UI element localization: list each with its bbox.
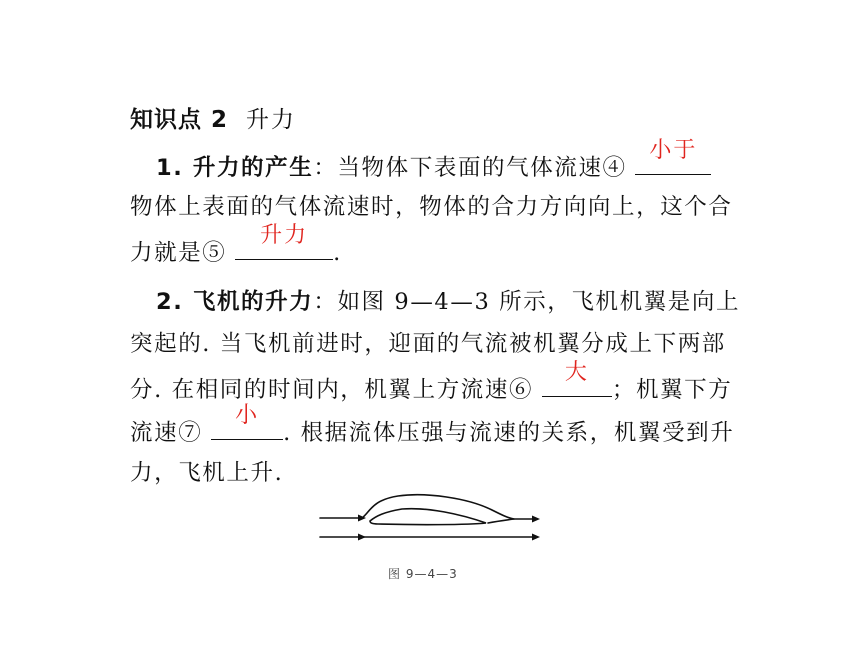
arrow-out-lower	[532, 534, 540, 541]
upper-airflow-curve	[362, 495, 514, 519]
blank-6	[542, 360, 612, 397]
p2-heading: 飞机的升力	[192, 289, 314, 315]
blank-5	[235, 223, 333, 260]
p2-line-3-text: 分. 在相同的时间内，机翼上方流速⑥	[130, 377, 534, 403]
answer-7: 小	[235, 403, 260, 428]
answer-6: 大	[564, 360, 589, 385]
wing-airflow-diagram	[318, 490, 548, 552]
answer-5: 升力	[260, 223, 309, 248]
p2-line-4-text: 流速⑦	[130, 420, 203, 446]
arrow-in-lower	[358, 534, 366, 541]
p2-text: ：如图 9—4—3 所示，飞机机翼是向上	[313, 289, 741, 315]
p2-line-5: 力，飞机上升.	[130, 460, 284, 486]
p2-line-2: 突起的. 当飞机前进时，迎面的气流被机翼分成上下两部	[130, 331, 726, 357]
p2-line-3-end: ；机翼下方	[611, 377, 733, 403]
p1-text: ：当物体下表面的气体流速④	[313, 155, 627, 181]
p2-line-1	[156, 285, 740, 319]
blank-7	[211, 403, 283, 440]
p2-line-3	[130, 360, 733, 404]
wing-outline	[370, 509, 486, 525]
p1-line-2: 物体上表面的气体流速时，物体的合力方向向上，这个合	[130, 194, 733, 220]
p2-line-4	[130, 403, 735, 447]
p2-line-4-end: . 根据流体压强与流速的关系，机翼受到升	[283, 420, 735, 446]
upper-airflow-outlet	[488, 519, 536, 523]
section-title: 升力	[246, 106, 297, 133]
p1-line-1	[156, 138, 711, 182]
blank-4	[635, 138, 711, 175]
p1-number: 1.	[156, 155, 193, 181]
p1-line-3	[130, 223, 342, 267]
arrow-out-upper	[532, 516, 540, 523]
figure-caption: 图 9—4—3	[388, 567, 458, 581]
p1-heading: 升力的产生	[192, 155, 314, 181]
p1-line-3-text: 力就是⑤	[130, 240, 227, 266]
section-label: 知识点 2	[130, 106, 229, 133]
p1-line-3-end: .	[333, 240, 342, 266]
answer-4: 小于	[649, 138, 698, 163]
section-heading	[130, 100, 296, 134]
p2-number: 2.	[156, 289, 193, 315]
